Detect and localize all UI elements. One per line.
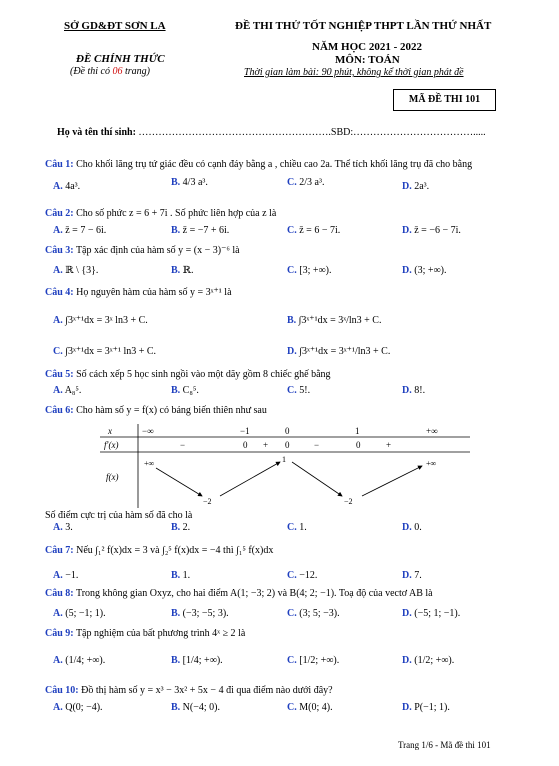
option-label: A.: [53, 702, 63, 713]
option-b: [171, 177, 208, 188]
option-label: B.: [171, 225, 181, 236]
option-label: C.: [287, 522, 297, 533]
option-d: [402, 522, 422, 533]
option-text: ∫3ˣ⁺¹dx = 3ˣ⁺¹/ln3 + C.: [299, 346, 391, 357]
question-5: [45, 369, 331, 380]
option-text: (−5; 1; −1).: [414, 608, 461, 619]
option-label: B.: [287, 315, 297, 326]
variation-table: [100, 424, 470, 508]
question-text: Tập xác định của hàm số y = (x − 3)⁻⁶ là: [73, 245, 240, 256]
option-c: [53, 346, 156, 357]
question-4: [45, 287, 232, 298]
option-label: B.: [171, 177, 181, 188]
option-a: [53, 385, 81, 396]
option-text: (3; 5; −3).: [299, 608, 340, 619]
pages-count: 06: [112, 66, 123, 77]
option-label: A.: [53, 655, 63, 666]
question-label: Câu 5:: [45, 369, 74, 380]
x-label: x: [108, 426, 112, 436]
option-text: −1.: [65, 570, 79, 581]
option-b: [171, 265, 193, 276]
option-d: [287, 346, 390, 357]
option-b: [171, 522, 190, 533]
option-text: [3; +∞).: [299, 265, 332, 276]
option-label: A.: [53, 181, 63, 192]
option-c: [287, 655, 339, 666]
arrow-down: [292, 462, 342, 496]
sign: 0: [243, 440, 248, 450]
exam-time: Thời gian làm bài: 90 phút, không kể thời gian phát đề: [244, 67, 464, 78]
sign: 0: [356, 440, 361, 450]
sign: −: [314, 440, 320, 450]
option-b: [171, 655, 223, 666]
option-label: C.: [287, 385, 297, 396]
f-value-max: 1: [282, 455, 286, 464]
arrow-up: [362, 466, 422, 496]
option-text: ℝ \ {3}.: [65, 265, 99, 276]
question-label: Câu 2:: [45, 208, 74, 219]
option-text: ℝ.: [182, 265, 194, 276]
option-b: [171, 225, 229, 236]
option-text: 3.: [65, 522, 73, 533]
option-d: [402, 225, 461, 236]
option-d: [402, 702, 450, 713]
option-label: B.: [171, 522, 181, 533]
option-label: D.: [402, 385, 412, 396]
option-label: A.: [53, 265, 63, 276]
option-c: [287, 570, 317, 581]
option-label: D.: [287, 346, 297, 357]
sign: 0: [285, 440, 290, 450]
option-d: [402, 181, 429, 192]
student-line: [57, 127, 486, 138]
pages-prefix: (Đề thi có: [70, 66, 113, 77]
question-text: Cho số phức z = 6 + 7i . Số phức liên hợp của z là: [73, 208, 277, 219]
option-b: [171, 702, 220, 713]
option-label: D.: [402, 655, 412, 666]
option-label: D.: [402, 702, 412, 713]
arrow-up: [220, 462, 280, 496]
question-9: [45, 628, 245, 639]
option-text: N(−4; 0).: [182, 702, 220, 713]
f-value-left: +∞: [144, 459, 155, 468]
option-text: 7.: [414, 570, 422, 581]
x-value: 0: [285, 426, 290, 436]
question-label: Câu 6:: [45, 405, 74, 416]
option-label: D.: [402, 608, 412, 619]
option-text: 1.: [182, 570, 191, 581]
name-label: Họ và tên thí sinh:: [57, 127, 139, 138]
option-text: C₈⁵.: [182, 385, 199, 396]
option-c: [287, 265, 331, 276]
pages-suffix: trang): [122, 66, 150, 77]
option-label: A.: [53, 608, 63, 619]
option-text: 8!.: [414, 385, 426, 396]
option-text: (1/4; +∞).: [65, 655, 106, 666]
option-text: z̄ = −7 + 6i.: [182, 225, 230, 236]
exam-code: MÃ ĐỀ THI 101: [408, 94, 481, 105]
question-label: Câu 3:: [45, 245, 74, 256]
option-c: [287, 177, 324, 188]
option-c: [287, 522, 307, 533]
option-text: 2/3 a³.: [299, 177, 325, 188]
option-label: A.: [53, 385, 63, 396]
option-text: 4a³.: [65, 181, 81, 192]
option-text: [1/2; +∞).: [299, 655, 340, 666]
option-text: ∫3ˣ⁺¹dx = 3ˣ/ln3 + C.: [298, 315, 382, 326]
option-label: A.: [53, 570, 63, 581]
arrow-down: [156, 468, 202, 496]
fprime-label: f′(x): [104, 440, 119, 450]
option-a: [53, 522, 73, 533]
option-b: [171, 608, 229, 619]
option-text: 2a³.: [414, 181, 430, 192]
subject: MÔN: TOÁN: [335, 54, 400, 66]
option-label: C.: [287, 225, 297, 236]
option-a: [53, 655, 105, 666]
question-text: Cho hàm số y = f(x) có bảng biến thiên như sau: [73, 405, 267, 416]
question-label: Câu 7:: [45, 545, 74, 556]
option-text: 4/3 a³.: [182, 177, 208, 188]
name-dots: ………………………………………………….SBD:……………………………….....: [138, 127, 486, 138]
option-label: C.: [287, 177, 297, 188]
option-text: ∫3ˣ⁺¹dx = 3ˣ⁺¹ ln3 + C.: [65, 346, 157, 357]
x-value: 1: [355, 426, 360, 436]
option-text: z̄ = 7 − 6i.: [65, 225, 107, 236]
f-value-min2: −2: [344, 497, 353, 506]
option-d: [402, 570, 422, 581]
option-d: [402, 608, 460, 619]
option-text: (−3; −5; 3).: [182, 608, 229, 619]
option-text: 1.: [299, 522, 307, 533]
question-8: [45, 588, 433, 599]
option-text: P(−1; 1).: [414, 702, 450, 713]
option-label: B.: [171, 265, 181, 276]
question-1: [45, 159, 472, 170]
question-label: Câu 1:: [45, 159, 74, 170]
option-a: [53, 702, 103, 713]
option-b: [287, 315, 381, 326]
school-year: NĂM HỌC 2021 - 2022: [312, 41, 422, 53]
page-footer: Trang 1/6 - Mã đề thi 101: [398, 740, 491, 750]
option-d: [402, 265, 446, 276]
option-label: C.: [287, 702, 297, 713]
option-a: [53, 608, 106, 619]
question-7: [45, 545, 273, 556]
option-text: ∫3ˣ⁺¹dx = 3ˣ ln3 + C.: [65, 315, 148, 326]
option-label: D.: [402, 181, 412, 192]
question-label: Câu 10:: [45, 685, 79, 696]
question-text: Nếu ∫₁² f(x)dx = 3 và ∫₂⁵ f(x)dx = −4 thì ∫₁⁵ f(x)dx: [73, 545, 274, 556]
question-10: [45, 685, 333, 696]
f-value-min1: −2: [203, 497, 212, 506]
option-text: 5!.: [299, 385, 311, 396]
option-label: A.: [53, 522, 63, 533]
option-a: [53, 225, 106, 236]
question-text: Số cách xếp 5 học sinh ngồi vào một dãy gồm 8 chiếc ghế bằng: [73, 369, 331, 380]
question-label: Câu 8:: [45, 588, 74, 599]
option-c: [287, 608, 340, 619]
pages-note: [70, 66, 150, 77]
option-label: B.: [171, 570, 181, 581]
option-text: 2.: [182, 522, 191, 533]
sign: +: [386, 440, 392, 450]
option-label: C.: [287, 265, 297, 276]
f-value-right: +∞: [426, 459, 437, 468]
question-6-followup: Số điểm cực trị của hàm số đã cho là: [45, 510, 193, 521]
x-value: −∞: [142, 426, 154, 436]
option-label: B.: [171, 385, 181, 396]
question-label: Câu 4:: [45, 287, 74, 298]
question-text: Cho khối lăng trụ tứ giác đều có cạnh đáy bằng a , chiều cao 2a. Thể tích khối lăng trụ đã cho bằng: [73, 159, 473, 170]
option-label: B.: [171, 608, 181, 619]
option-text: M(0; 4).: [299, 702, 333, 713]
option-text: 0.: [414, 522, 422, 533]
option-label: B.: [171, 702, 181, 713]
option-c: [287, 225, 340, 236]
option-label: C.: [287, 570, 297, 581]
option-text: z̄ = −6 − 7i.: [414, 225, 461, 236]
sign: −: [180, 440, 186, 450]
option-text: z̄ = 6 − 7i.: [299, 225, 341, 236]
official-label: ĐỀ CHÍNH THỨC: [76, 53, 165, 65]
question-text: Đồ thị hàm số y = x³ − 3x² + 5x − 4 đi qua điểm nào dưới đây?: [78, 685, 333, 696]
option-label: D.: [402, 522, 412, 533]
option-a: [53, 265, 98, 276]
question-text: Trong không gian Oxyz, cho hai điểm A(1; −3; 2) và B(4; 2; −1). Toạ độ của vectơ AB là: [73, 588, 433, 599]
option-b: [171, 385, 199, 396]
option-label: D.: [402, 225, 412, 236]
sign: +: [263, 440, 269, 450]
option-a: [53, 181, 80, 192]
question-label: Câu 9:: [45, 628, 74, 639]
option-a: [53, 315, 148, 326]
option-text: Q(0; −4).: [65, 702, 103, 713]
option-label: C.: [53, 346, 63, 357]
option-c: [287, 702, 333, 713]
question-3: [45, 245, 240, 256]
option-label: B.: [171, 655, 181, 666]
option-text: A₈⁵.: [64, 385, 82, 396]
department-name: SỞ GD&ĐT SƠN LA: [64, 20, 166, 32]
option-label: C.: [287, 655, 297, 666]
option-text: (1/2; +∞).: [414, 655, 455, 666]
option-text: −12.: [299, 570, 318, 581]
x-value: −1: [240, 426, 250, 436]
question-2: [45, 208, 276, 219]
question-text: Tập nghiệm của bất phương trình 4ˣ ≥ 2 là: [73, 628, 246, 639]
option-a: [53, 570, 78, 581]
option-text: (5; −1; 1).: [65, 608, 106, 619]
option-label: A.: [53, 225, 63, 236]
option-b: [171, 570, 190, 581]
f-label: f(x): [106, 472, 119, 482]
question-text: Họ nguyên hàm của hàm số y = 3ˣ⁺¹ là: [73, 287, 232, 298]
x-value: +∞: [426, 426, 438, 436]
option-d: [402, 655, 454, 666]
option-text: (3; +∞).: [414, 265, 447, 276]
option-label: C.: [287, 608, 297, 619]
option-c: [287, 385, 310, 396]
question-6: [45, 405, 267, 416]
option-label: A.: [53, 315, 63, 326]
option-label: D.: [402, 570, 412, 581]
exam-code-box: [393, 89, 496, 111]
option-label: D.: [402, 265, 412, 276]
exam-title: ĐỀ THI THỬ TỐT NGHIỆP THPT LẦN THỨ NHẤT: [235, 20, 492, 32]
option-text: [1/4; +∞).: [182, 655, 223, 666]
option-d: [402, 385, 425, 396]
